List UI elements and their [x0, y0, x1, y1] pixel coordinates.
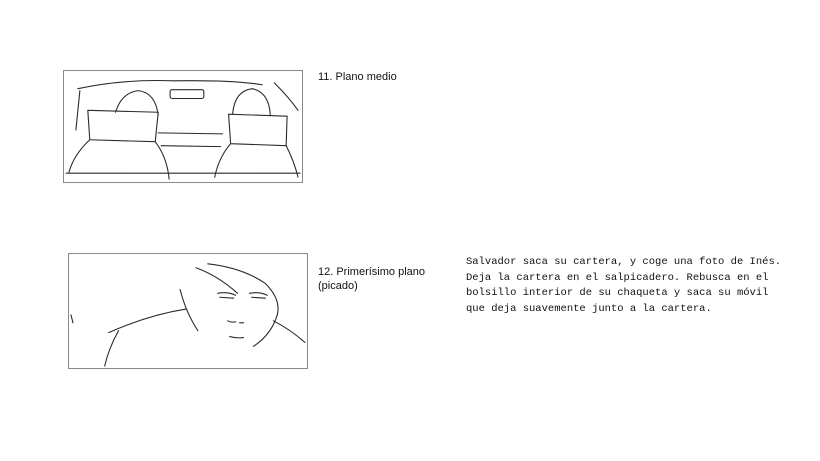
shot-action-description: Salvador saca su cartera, y coge una foto de Inés. Deja la cartera en el salpicadero. Rebusca en el bolsillo interior de su chaqueta y saca su móvil que deja suavemente junto a la cartera. — [466, 256, 782, 315]
face-closeup-sketch — [69, 254, 307, 368]
storyboard-panel-12 — [68, 253, 308, 369]
shot-label-11: 11. Plano medio — [318, 71, 397, 83]
storyboard-panel-11 — [63, 70, 303, 183]
car-interior-sketch — [64, 71, 302, 182]
shot-label-12: 12. Primerísimo plano (picado) — [318, 266, 425, 292]
